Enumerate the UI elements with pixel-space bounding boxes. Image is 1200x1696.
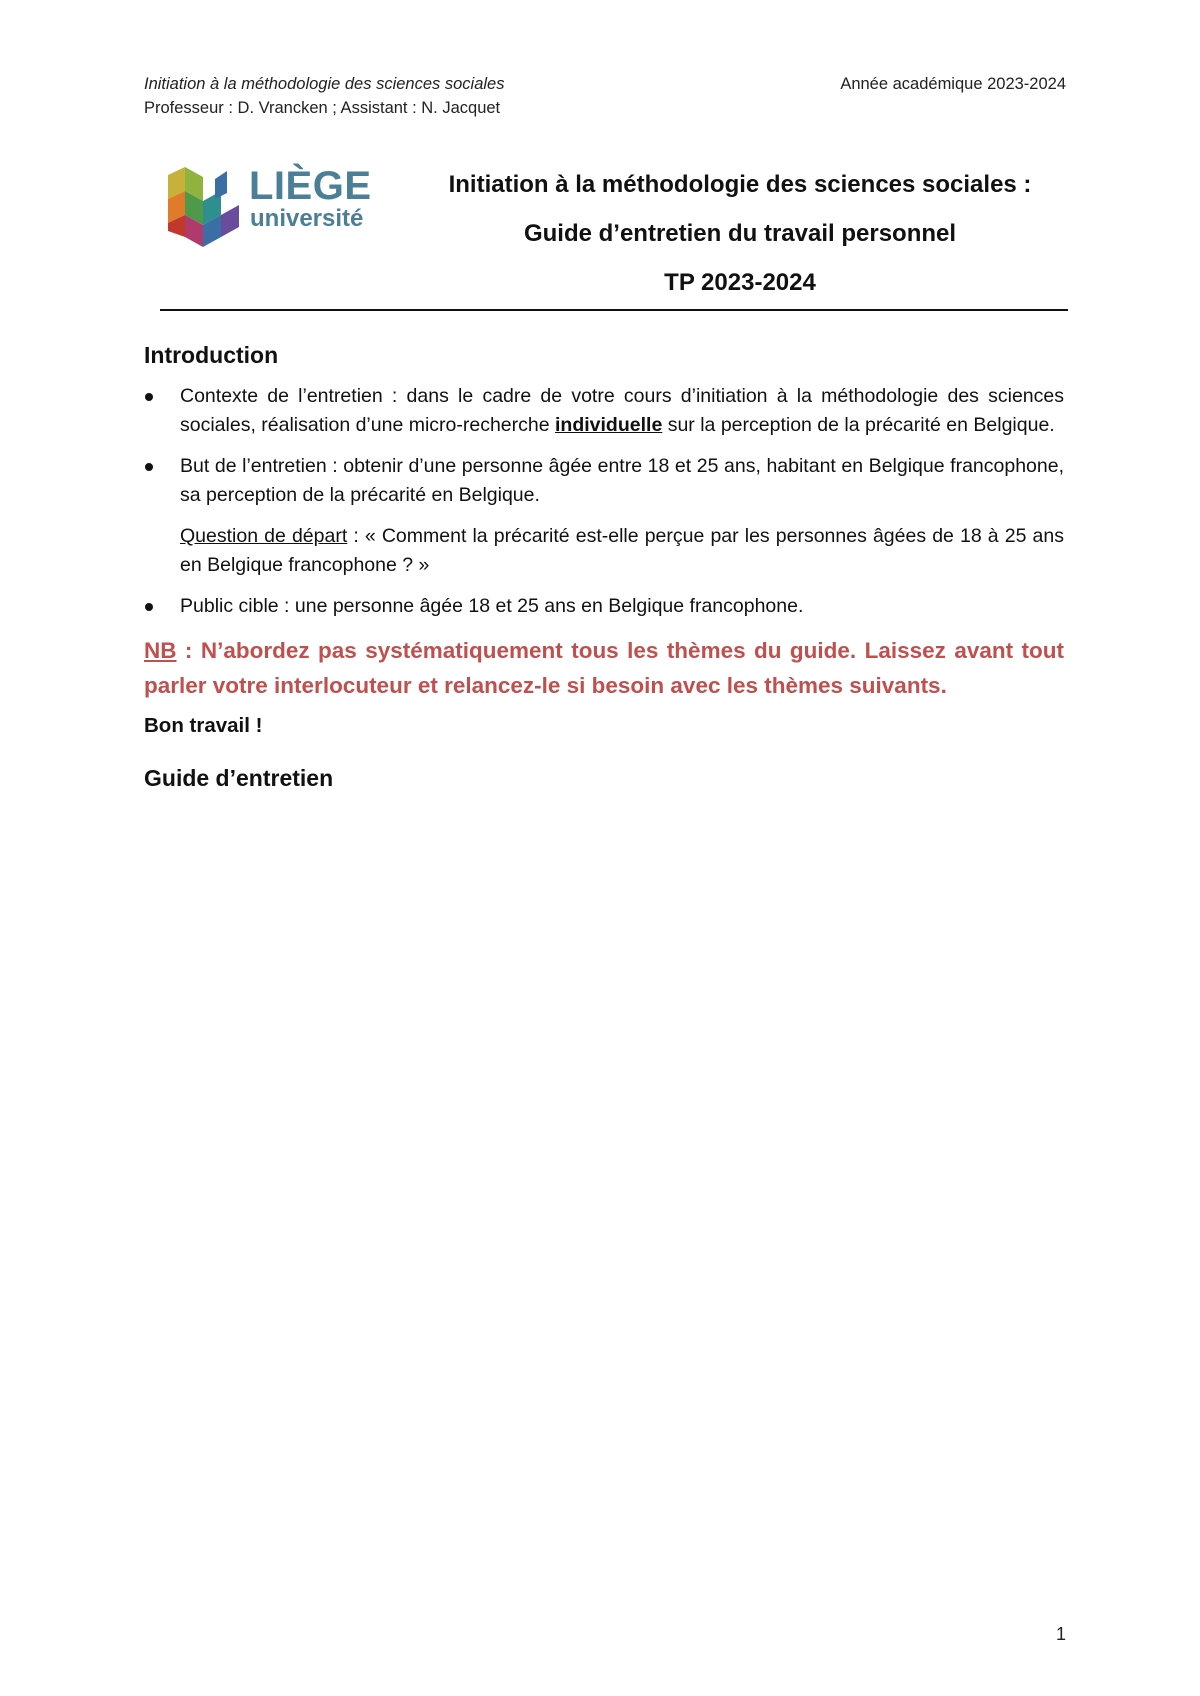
closing-line: Bon travail ! [144,714,263,737]
context-text-after: sur la perception de la précarité en Belgique. [662,414,1055,436]
target-audience-text: Public cible : une personne âgée 18 et 25 ans en Belgique francophone. [180,595,804,617]
context-text-before: Contexte de l’entretien : dans le cadre de votre cours d’initiation à la méthodologie des sciences sociales, réalisation d’une micro-recherche [180,385,1064,436]
logo-wordmark-universite: université [250,205,364,232]
nb-text: : N’abordez pas systématiquement tous les thèmes du guide. Laissez avant tout parler votre interlocuteur et relancez-le si besoin avec les thèmes suivants. [144,638,1064,698]
goal-text: But de l’entretien : obtenir d’une personne âgée entre 18 et 25 ans, habitant en Belgique francophone, sa perception de la précarité en Belgique. [180,455,1064,506]
title-line-3: TP 2023-2024 [664,269,816,296]
list-item-goal [144,452,1064,510]
nb-warning [144,633,1064,703]
nb-label: NB [144,638,177,663]
document-title [410,160,1070,307]
starting-question [144,522,1064,580]
logo-wordmark-liege: LIÈGE [249,164,372,208]
bullet-dot-icon [145,463,153,471]
context-emphasis: individuelle [555,414,663,436]
title-divider [160,309,1068,311]
header-staff: Professeur : D. Vrancken ; Assistant : N. Jacquet [144,99,501,117]
bullet-dot-icon [145,393,153,401]
intro-bullet-list [144,382,1064,510]
list-item-target-audience [144,592,1064,621]
logo-facet [215,171,227,199]
running-header-left [144,72,504,120]
header-course-title: Initiation à la méthodologie des sciences sociales [144,75,505,93]
header-academic-year: Année académique 2023-2024 [840,75,1066,93]
document-body [144,338,1064,795]
bullet-dot-icon [145,603,153,611]
title-line-2: Guide d’entretien du travail personnel [523,220,957,247]
section-heading-introduction: Introduction [144,342,279,368]
logo-facet [221,205,239,237]
page-number: 1 [1055,1624,1066,1644]
starting-question-label: Question de départ [180,525,348,547]
section-heading-guide: Guide d’entretien [144,765,334,791]
list-item-context [144,382,1064,440]
starting-question-text: : « Comment la précarité est-elle perçue par les personnes âgées de 18 à 25 ans en Belgique francophone ? » [180,525,1064,576]
title-line-1: Initiation à la méthodologie des sciences sociales : [448,171,1032,198]
intro-bullet-list-2 [144,592,1064,621]
